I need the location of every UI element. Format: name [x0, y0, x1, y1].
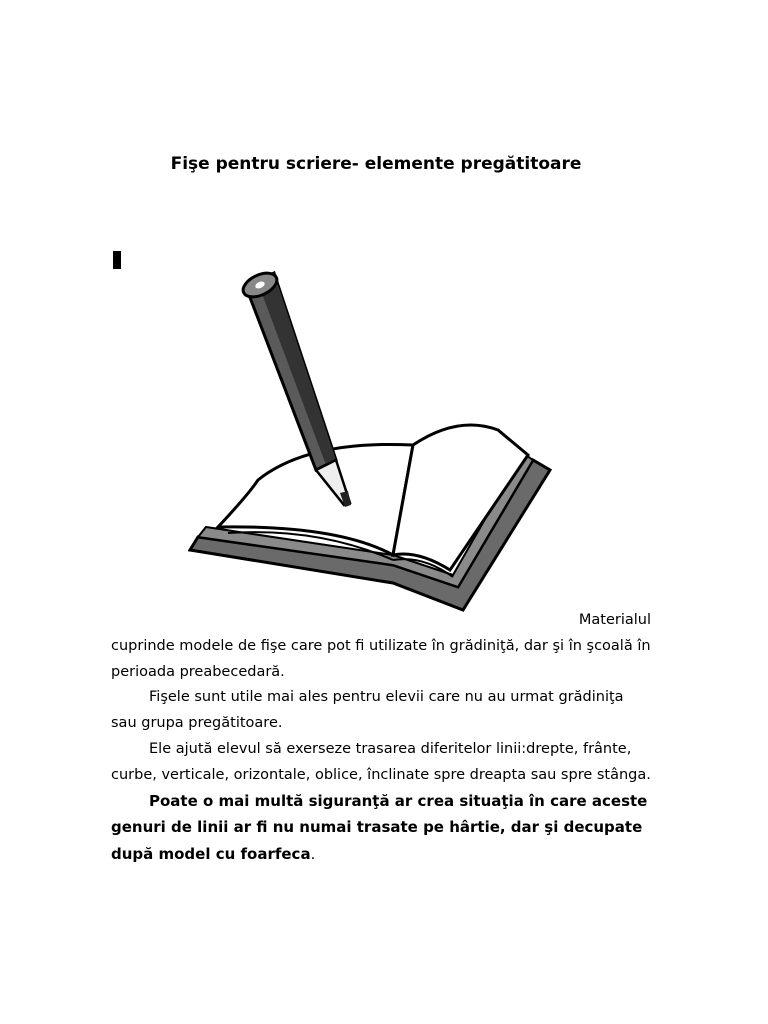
paragraph-intro: cuprinde modele de fişe care pot fi utilizate în grădiniţă, dar şi în şcoală în perioada preabecedară. — [111, 637, 651, 680]
paragraph-cutting-bold: Poate o mai multă siguranţă ar crea situaţia în care aceste genuri de linii ar fi nu numai trasate pe hârtie, dar şi decupate după model cu foarfeca — [111, 791, 648, 864]
paragraph-intro-first-line: Materialul — [578, 612, 651, 628]
paragraph-cutting-end: . — [310, 847, 316, 864]
paragraph-cutting — [111, 789, 651, 869]
pencil-on-open-book-icon — [188, 265, 552, 615]
paragraph-exercises: Ele ajută elevul să exerseze trasarea diferitelor linii:drepte, frânte, curbe, verticale, orizontale, oblice, înclinate spre dreapta sau spre stânga. — [111, 740, 651, 783]
paragraph-usefulness: Fişele sunt utile mai ales pentru elevii care nu au urmat grădiniţa sau grupa pregătitoare. — [111, 689, 624, 732]
bullet-marker — [113, 251, 121, 269]
document-body — [111, 608, 651, 869]
page-title: Fişe pentru scriere- elemente pregătitoare — [170, 154, 582, 174]
